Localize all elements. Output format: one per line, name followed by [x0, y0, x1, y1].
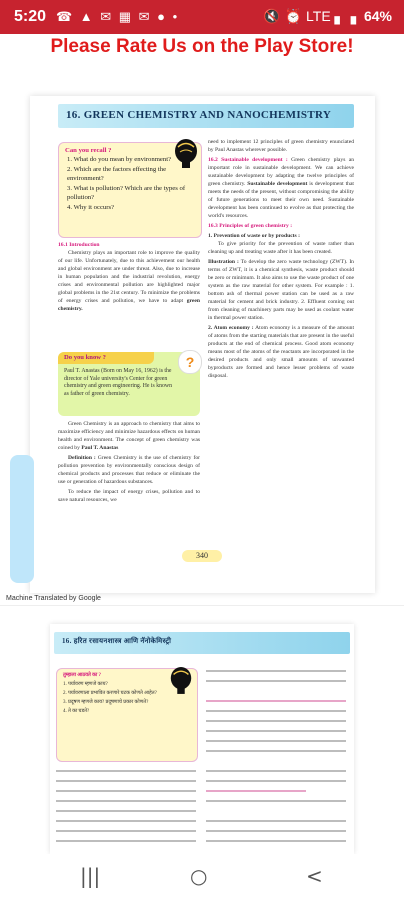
- home-button[interactable]: ○: [190, 864, 208, 888]
- text-line: [56, 810, 196, 812]
- recall-question: 3. What is pollution? Which are the types of pollution?: [67, 185, 186, 201]
- page-divider: [0, 605, 404, 606]
- recall-question: 2. पर्यावरणाला प्रभावित करणारे घटक कोणते आहेत?: [63, 691, 157, 696]
- intro-heading: 16.1 Introduction: [58, 242, 100, 248]
- sustain-text-2: is development that meets the needs of the present, without compromising the ability of future generations to meet their own need. Sustainable development has been continued to evolve as that protecting the world's resources.: [208, 181, 354, 219]
- rate-banner[interactable]: [0, 34, 404, 66]
- chapter-title: 16. GREEN CHEMISTRY AND NANOCHEMISTRY: [66, 109, 332, 121]
- recall-question: 2. Which are the factors effecting the environment?: [67, 166, 167, 182]
- head-thinking-icon: [172, 138, 200, 168]
- intro-bold: green chemistry.: [58, 298, 200, 312]
- reduce-text: To reduce the impact of energy crises, pollution and to save natural resources, we: [58, 489, 200, 503]
- text-line: [206, 800, 346, 802]
- right-column: [208, 138, 354, 380]
- recall-question: 1. पर्यावरण म्हणजे काय?: [63, 682, 108, 687]
- sustain-heading: 16.2 Sustainable development :: [208, 157, 288, 163]
- recall-question: 4. Why it occurs?: [67, 203, 115, 211]
- text-line: [56, 840, 196, 842]
- definition-label: Definition :: [68, 455, 96, 461]
- sustain-text: Green chemistry plays an important role in sustainable development. We can achieve sustainable development by adapting the twelve principles of green chemistry.: [208, 157, 354, 187]
- green-bold: Paul T. Anastas: [81, 445, 119, 451]
- text-line: [206, 820, 346, 822]
- recall-question: 3. प्रदूषण म्हणजे काय? प्रदूषणाचे प्रकार कोणते?: [63, 700, 149, 705]
- clock: 5:20: [14, 8, 47, 25]
- text-line: [206, 680, 346, 682]
- text-line: [56, 790, 196, 792]
- system-icons: [263, 8, 392, 25]
- recall-heading: तुम्हाला आठवते का ?: [63, 673, 102, 678]
- green-text: Green Chemistry is an approach to chemistry that aims to maximize efficiency and minimize hazardous effects on human health and environment. The concept of green chemistry was coined by: [58, 421, 200, 451]
- recents-button[interactable]: |||: [80, 864, 101, 888]
- status-bar: [0, 0, 404, 34]
- question-mark-icon: ?: [178, 350, 202, 374]
- illustration-label: Illustration :: [208, 259, 239, 265]
- principle-2-text: Atom economy is a measure of the amount of atoms from the starting materials that are present in the useful products at the end of chemical process. Good atom economy means most of the atoms of the reactants are incorporated in the desired products and only small amounts of unwanted byproducts are formed and hence lesser problems of waste disposal.: [208, 325, 354, 379]
- sustain-bold: Sustainable development: [247, 181, 308, 187]
- text-line: [206, 840, 346, 842]
- principle-1-heading: 1. Prevention of waste or by products :: [208, 233, 300, 239]
- text-line: [206, 740, 346, 742]
- text-line: [206, 710, 346, 712]
- text-line: [56, 770, 196, 772]
- textbook-page-marathi[interactable]: [50, 624, 354, 854]
- principle-1-text: To give priority for the prevention of waste rather than cleaning up and treating waste after it has been created.: [208, 241, 354, 255]
- battery-level: 64%: [363, 8, 392, 24]
- signal-icon: 🔇 ⏰ LTE ▖▗: [263, 8, 357, 24]
- dyk-heading: Do you know ?: [58, 352, 154, 364]
- text-line: [206, 830, 346, 832]
- text-line: [56, 820, 196, 822]
- definition-text: Green Chemistry is the use of chemistry for pollution prevention by environmentally conscious design of chemical products and processes that reduce or eliminate the use or generation of hazardous substances.: [58, 455, 200, 485]
- chapter-title-bar: [58, 104, 354, 128]
- recall-question: 1. What do you mean by environment?: [67, 156, 172, 163]
- recall-question: 4. ते का घडते?: [63, 709, 90, 714]
- notification-icons: ☎ ▲ ✉ ▦ ✉ ● •: [56, 9, 180, 24]
- illustration-text: To develop the zero waste technology (ZWT). In terms of ZWT, it is a chemical synthesis, waste product should be zero or minimum. It also aims to use the waste product of one system as the raw material for other system. For example : 1. bottom ash of thermal power station can be used as a raw material for cement and brick industry. 2. Effluent coming out from cleaning of machinery parts may be used as coolant water in thermal power station.: [208, 259, 354, 321]
- text-line: [206, 670, 346, 672]
- text-line: [56, 780, 196, 782]
- head-thinking-icon: [168, 666, 194, 694]
- intro-text: Chemistry plays an important role to improve the quality of our life. Unfortunately, due to this achievement our health and global environment are under threat. Also, due to increase in human population and the industrial revolution, energy crises and environmental pollution are highlighted major global problems in the 21st century. To minimize the problems of energy crises and pollution, we have to adapt: [58, 250, 200, 304]
- text-line: [206, 720, 346, 722]
- text-line: [56, 800, 196, 802]
- rate-banner-text[interactable]: Please Rate Us on the Play Store!: [50, 36, 354, 57]
- text-line: [206, 770, 346, 772]
- system-nav-bar: [0, 854, 404, 900]
- chapter-title-bar: [54, 632, 350, 654]
- green-chem-section: [58, 420, 200, 504]
- text-line: [206, 780, 346, 782]
- principles-heading: 16.3 Principles of green chemistry :: [208, 223, 293, 229]
- scroll-handle[interactable]: [10, 455, 34, 583]
- text-line: [206, 750, 346, 752]
- right-intro: need to implement 12 principles of green chemistry enunciated by Paul Anastas wherever possible.: [208, 139, 354, 153]
- textbook-page-english[interactable]: [30, 96, 375, 593]
- intro-section: [58, 241, 200, 313]
- text-line: [206, 700, 346, 702]
- chapter-title: 16. हरित रसायनशास्त्र आणि नॅनोकेमिस्ट्री: [62, 637, 172, 645]
- recall-heading: Can you recall ?: [65, 147, 112, 154]
- machine-translated-label: Machine Translated by Google: [6, 595, 101, 602]
- text-line: [206, 790, 306, 792]
- text-line: [56, 830, 196, 832]
- dyk-text: Paul T. Anastas (Born on May 16, 1962) is the director of Yale university's Center for green chemistry and green engineering. He is known as father of green chemistry.: [64, 368, 173, 397]
- back-button[interactable]: <: [306, 864, 323, 888]
- text-line: [206, 730, 346, 732]
- page-number: 340: [182, 550, 222, 562]
- principle-2-heading: 2. Atom economy :: [208, 325, 254, 331]
